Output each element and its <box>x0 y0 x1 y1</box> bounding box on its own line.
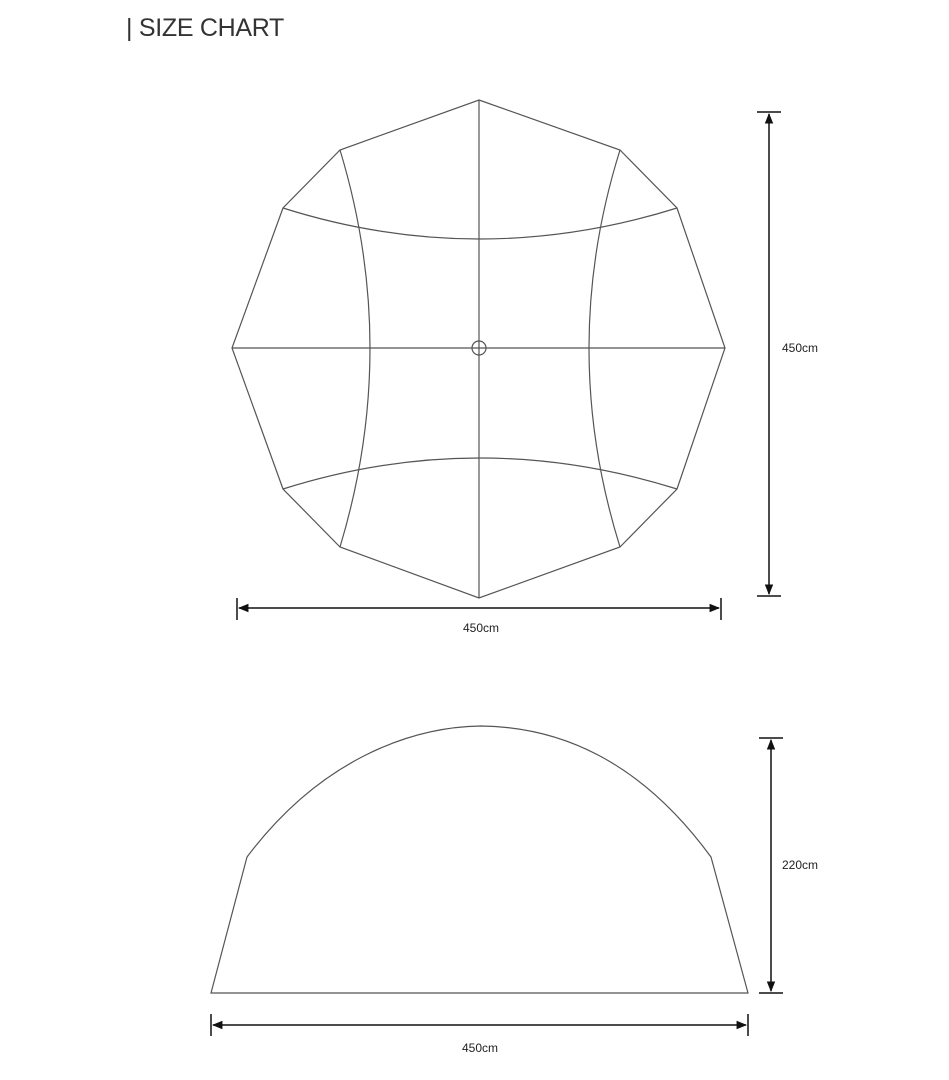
tent-side-view <box>211 726 748 993</box>
page-title: | SIZE CHART <box>126 14 285 42</box>
top-height-label: 450cm <box>782 341 819 355</box>
side-height-dimension <box>759 738 783 993</box>
tent-top-view <box>232 100 725 598</box>
top-width-dimension <box>237 598 721 620</box>
pole-arc-top <box>283 208 677 239</box>
top-width-label: 450cm <box>462 621 500 635</box>
side-width-label: 450cm <box>461 1041 499 1055</box>
side-height-label: 220cm <box>782 858 819 872</box>
pole-arc-bottom <box>283 458 677 489</box>
top-height-dimension <box>757 112 781 596</box>
side-width-dimension <box>211 1014 748 1036</box>
